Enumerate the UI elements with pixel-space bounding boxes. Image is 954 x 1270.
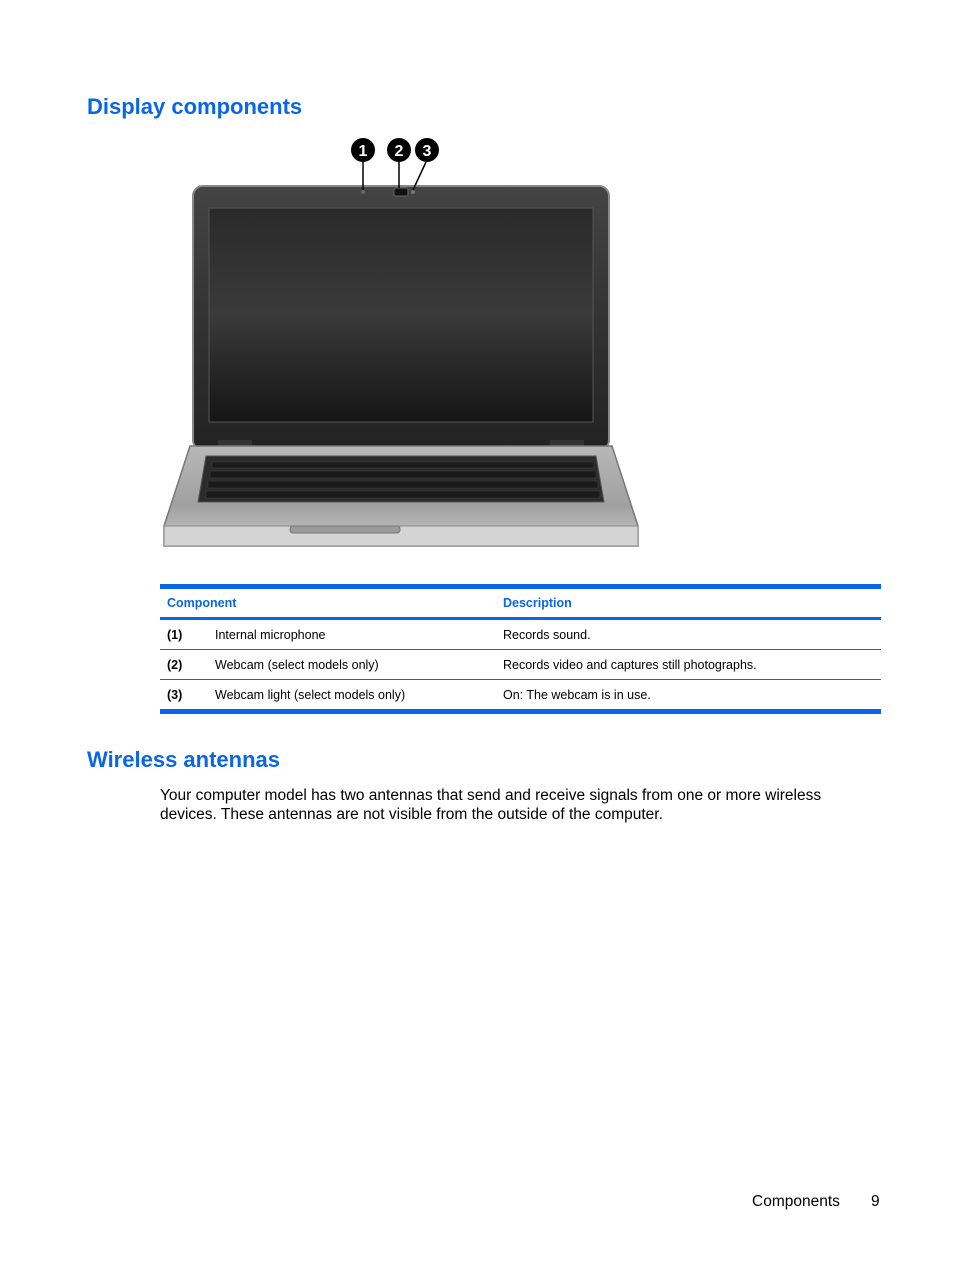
webcam-lens: [394, 188, 408, 196]
callout-3: [415, 138, 439, 162]
footer-section-title: Components: [752, 1193, 840, 1210]
svg-text:3: 3: [422, 143, 432, 160]
component-description: Records sound.: [503, 627, 591, 642]
laptop-lid: [193, 186, 609, 450]
footer-page-number: 9: [871, 1193, 880, 1210]
section-heading-display-components: Display components: [87, 94, 303, 119]
column-header-component: Component: [160, 587, 496, 619]
component-name: Webcam (select models only): [208, 650, 496, 680]
component-description: Records video and captures still photographs.: [496, 650, 881, 680]
microphone-dot: [361, 190, 365, 194]
touchpad: [290, 526, 400, 533]
row-number: (3): [160, 680, 208, 712]
laptop-base: [164, 446, 638, 546]
laptop-display-figure: [160, 134, 642, 560]
table-row: [160, 650, 881, 680]
table-header-row: [160, 587, 881, 619]
wireless-antennas-paragraph: Your computer model has two antennas that send and receive signals from one or more wireless devices. These antennas are not visible from the outside of the computer.: [160, 787, 822, 823]
section-heading-wireless-antennas: Wireless antennas: [87, 747, 280, 772]
component-name: Internal microphone: [215, 627, 326, 642]
row-number: (2): [160, 650, 208, 680]
row-number: (1): [167, 627, 183, 642]
callout-2: [387, 138, 411, 162]
table-row: [160, 680, 881, 712]
component-description: On: The webcam is in use.: [496, 680, 881, 712]
callout-1: [351, 138, 375, 162]
svg-text:2: 2: [394, 143, 404, 160]
components-table: [160, 584, 881, 714]
component-name: Webcam light (select models only): [208, 680, 496, 712]
svg-text:1: 1: [358, 143, 368, 160]
table-row: [160, 619, 881, 650]
column-header-description: Description: [496, 587, 881, 619]
webcam-light-dot: [411, 190, 415, 194]
